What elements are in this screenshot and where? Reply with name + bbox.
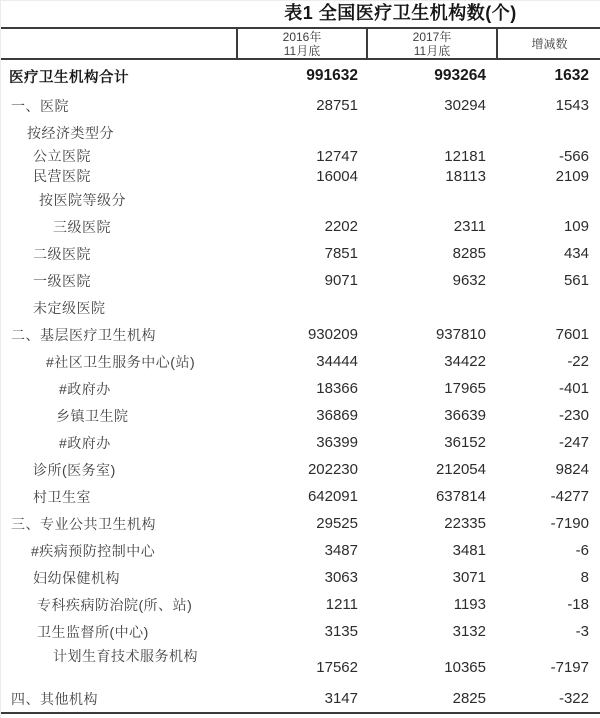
value-2016: 36399 <box>316 434 358 451</box>
table-row-grassroots-institutions <box>1 321 600 348</box>
row-label: 村卫生室 <box>33 488 91 505</box>
value-2016: 202230 <box>307 461 358 478</box>
value-2017: 17965 <box>444 380 486 397</box>
value-diff: -7190 <box>550 515 589 532</box>
value-2016: 16004 <box>316 167 358 185</box>
value-diff <box>496 186 600 213</box>
table-row-ungraded-hospitals <box>1 294 600 321</box>
value-diff: 1543 <box>555 97 589 114</box>
header-cell-label <box>1 29 236 58</box>
header-2016-line2: 11月底 <box>283 43 321 58</box>
row-label: 妇幼保健机构 <box>33 569 120 586</box>
value-2017: 8285 <box>452 245 486 262</box>
table-row-township-health-centers <box>1 402 600 429</box>
value-2017: 937810 <box>435 326 486 343</box>
value-2016: 2202 <box>324 218 358 235</box>
value-diff: 8 <box>580 569 589 586</box>
value-2016: 17562 <box>316 659 358 676</box>
row-label: #政府办 <box>59 434 111 451</box>
table-row-cdc-centers <box>1 537 600 564</box>
value-diff: -6 <box>575 542 589 559</box>
table-row-tertiary-hospitals <box>1 213 600 240</box>
value-diff <box>496 119 600 146</box>
table-row-by-hospital-grade <box>1 186 600 213</box>
value-2016: 3487 <box>324 542 358 559</box>
value-2016: 29525 <box>316 515 358 532</box>
value-2016: 1211 <box>325 596 358 613</box>
header-2017-line2: 11月底 <box>413 43 451 58</box>
row-label: 二、基层医疗卫生机构 <box>11 326 156 343</box>
value-diff: -3 <box>575 623 589 640</box>
value-diff: -230 <box>558 407 589 424</box>
value-diff: 561 <box>563 272 589 289</box>
value-2017: 1193 <box>453 596 486 613</box>
value-2016 <box>236 294 366 321</box>
value-diff <box>496 294 600 321</box>
table-row-maternal-child-health <box>1 564 600 591</box>
table-row-other-institutions <box>1 685 600 712</box>
table-row-secondary-hospitals <box>1 240 600 267</box>
value-2017: 993264 <box>434 67 486 84</box>
value-2017: 212054 <box>435 461 486 478</box>
row-label: 计划生育技术服务机构 <box>53 648 198 664</box>
header-cell-diff: 增减数 <box>496 29 600 58</box>
value-diff: 9824 <box>555 461 589 478</box>
row-label: 一级医院 <box>33 272 91 289</box>
table-body <box>1 60 600 714</box>
table-title: 表1 全国医疗卫生机构数(个) <box>284 3 517 23</box>
value-2016: 28751 <box>316 97 358 114</box>
table-header-row <box>1 27 600 60</box>
row-label: 乡镇卫生院 <box>56 407 129 424</box>
value-2017: 2825 <box>452 690 486 707</box>
value-diff: -4277 <box>550 488 589 505</box>
value-2016: 18366 <box>316 380 358 397</box>
value-2017 <box>366 186 496 213</box>
value-2017 <box>366 294 496 321</box>
value-2016: 642091 <box>307 488 358 505</box>
table-row-government-run-community <box>1 375 600 402</box>
row-label: 专科疾病防治院(所、站) <box>37 596 193 613</box>
table-row-clinics <box>1 456 600 483</box>
value-2017 <box>366 119 496 146</box>
value-diff: 434 <box>563 245 589 262</box>
row-label: 一、医院 <box>11 97 69 114</box>
value-diff: -247 <box>558 434 589 451</box>
value-diff: 2109 <box>555 167 589 185</box>
value-2016 <box>236 119 366 146</box>
value-2016: 3135 <box>324 623 358 640</box>
row-label: 诊所(医务室) <box>33 461 116 478</box>
row-label: #政府办 <box>59 380 111 397</box>
table-row-private-hospitals <box>1 166 600 186</box>
row-label: 二级医院 <box>33 245 91 262</box>
value-2017: 22335 <box>444 515 486 532</box>
value-2017: 18113 <box>445 167 486 185</box>
header-cell-2016 <box>236 29 366 58</box>
value-diff: -7197 <box>550 659 589 676</box>
row-label: 公立医院 <box>33 148 91 164</box>
header-cell-2017 <box>366 29 496 58</box>
table-row-health-supervision <box>1 618 600 645</box>
table-row-hospitals <box>1 92 600 119</box>
value-diff: -401 <box>558 380 589 397</box>
table-row-specialized-disease-prevention <box>1 591 600 618</box>
value-2016: 36869 <box>316 407 358 424</box>
value-2016: 930209 <box>307 326 358 343</box>
header-2017-line1: 2017年 <box>412 29 452 44</box>
value-2017: 10365 <box>444 659 486 676</box>
table-row-primary-hospitals <box>1 267 600 294</box>
value-diff: 7601 <box>555 326 589 343</box>
row-label: 医疗卫生机构合计 <box>9 69 129 86</box>
value-diff: -322 <box>558 690 589 707</box>
value-2016: 7851 <box>324 245 358 262</box>
value-2017: 3071 <box>452 569 486 586</box>
row-label: 按医院等级分 <box>39 191 126 208</box>
value-diff: -566 <box>558 147 589 165</box>
table-row-community-health-centers <box>1 348 600 375</box>
value-2017: 36639 <box>444 407 486 424</box>
value-diff: 109 <box>563 218 589 235</box>
row-label: 三、专业公共卫生机构 <box>11 515 156 532</box>
row-label: 三级医院 <box>53 218 111 235</box>
header-2016-line1: 2016年 <box>282 29 322 44</box>
row-label: #疾病预防控制中心 <box>31 542 156 559</box>
table-row-total <box>1 60 600 92</box>
table-row-by-economic-type <box>1 119 600 146</box>
value-2017: 3481 <box>452 542 486 559</box>
value-2016: 991632 <box>306 67 358 84</box>
row-label: 未定级医院 <box>33 299 106 316</box>
value-2017: 36152 <box>444 434 486 451</box>
value-2017: 3132 <box>452 623 486 640</box>
value-diff: 1632 <box>554 67 589 84</box>
value-2017: 34422 <box>444 353 486 370</box>
table-row-government-run-township <box>1 429 600 456</box>
table-row-village-clinics <box>1 483 600 510</box>
table-row-public-hospitals <box>1 146 600 166</box>
value-diff: -22 <box>567 353 589 370</box>
value-2016: 34444 <box>316 353 358 370</box>
table-row-family-planning-services <box>1 645 600 685</box>
value-2017: 2311 <box>453 218 486 235</box>
table-row-public-health-institutions <box>1 510 600 537</box>
value-2016: 9071 <box>324 272 358 289</box>
value-2017: 637814 <box>435 488 486 505</box>
value-2016: 12747 <box>316 147 358 165</box>
row-label: #社区卫生服务中心(站) <box>46 353 196 370</box>
value-2016 <box>236 186 366 213</box>
value-2017: 12181 <box>444 147 486 165</box>
value-2016: 3147 <box>324 690 358 707</box>
row-label: 按经济类型分 <box>27 124 114 141</box>
row-label: 民营医院 <box>33 168 91 184</box>
value-2017: 9632 <box>452 272 486 289</box>
value-diff: -18 <box>567 596 589 613</box>
value-2017: 30294 <box>444 97 486 114</box>
row-label: 卫生监督所(中心) <box>37 623 149 640</box>
row-label: 四、其他机构 <box>11 690 98 707</box>
value-2016: 3063 <box>324 569 358 586</box>
